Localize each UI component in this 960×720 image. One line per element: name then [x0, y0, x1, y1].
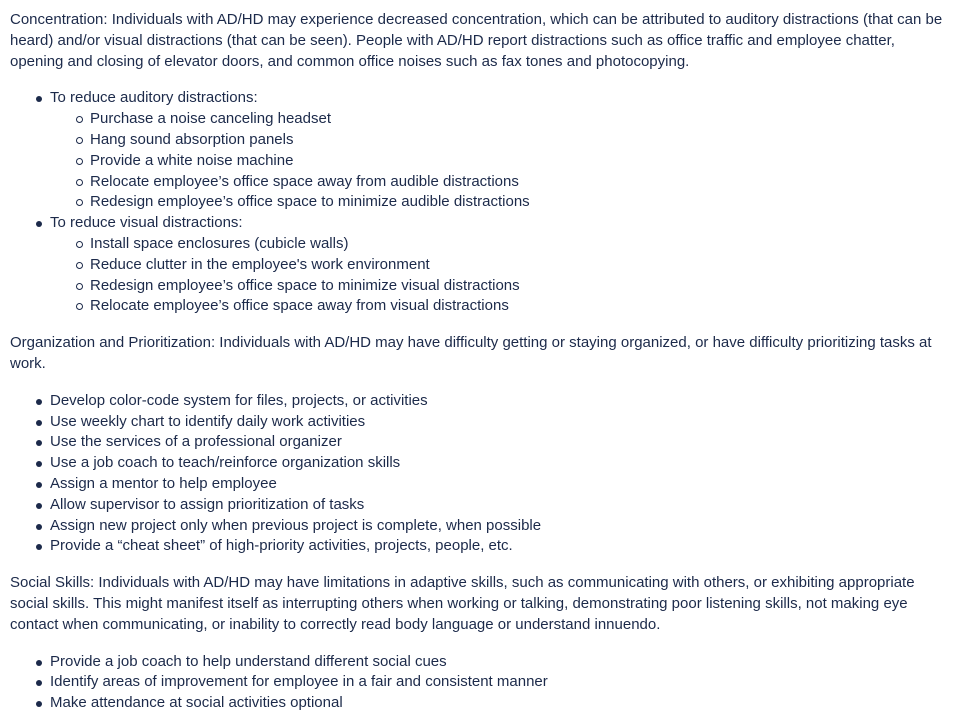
- disc-bullet-icon: [36, 399, 42, 405]
- disc-bullet-icon: [36, 503, 42, 509]
- section-social-skills: [10, 573, 945, 714]
- sublist-item: [50, 130, 945, 151]
- sublist-item: [50, 234, 945, 255]
- disc-bullet-icon: [36, 660, 42, 666]
- sublist-item-text: Relocate employee’s office space away from audible distractions: [90, 172, 519, 190]
- social-skills-list: [10, 652, 945, 714]
- disc-bullet-icon: [36, 680, 42, 686]
- list-item-text: Identify areas of improvement for employee in a fair and consistent manner: [50, 673, 548, 691]
- disc-bullet-icon: [36, 221, 42, 227]
- sublist-item: [50, 276, 945, 297]
- sublist-item-text: Purchase a noise canceling headset: [90, 110, 331, 128]
- circle-bullet-icon: [76, 137, 83, 144]
- circle-bullet-icon: [76, 179, 83, 186]
- disc-bullet-icon: [36, 482, 42, 488]
- list-item: [10, 536, 945, 557]
- sublist-item: [50, 151, 945, 172]
- document-content: [10, 10, 945, 720]
- sublist-item-text: Redesign employee’s office space to minimize audible distractions: [90, 193, 530, 211]
- list-item: [10, 474, 945, 495]
- section-concentration: [10, 10, 945, 317]
- concentration-paragraph: Concentration: Individuals with AD/HD may experience decreased concentration, which can be attributed to auditory distractions (that can be heard) and/or visual distractions (that can be seen). People with AD/HD report distractions such as office traffic and employee chatter, opening and closing of elevator doors, and common office noises such as fax tones and photocopying.: [10, 11, 943, 70]
- circle-bullet-icon: [76, 116, 83, 123]
- list-item: [10, 213, 945, 317]
- sublist-item-text: Provide a white noise machine: [90, 151, 294, 169]
- circle-bullet-icon: [76, 241, 83, 248]
- list-item: [10, 516, 945, 537]
- circle-bullet-icon: [76, 262, 83, 269]
- list-item-text: To reduce visual distractions:: [50, 214, 243, 232]
- sublist-item: [50, 255, 945, 276]
- list-item: [10, 652, 945, 673]
- disc-bullet-icon: [36, 524, 42, 530]
- disc-bullet-icon: [36, 544, 42, 550]
- circle-bullet-icon: [76, 283, 83, 290]
- sublist-item: [50, 172, 945, 193]
- list-item-text: Assign a mentor to help employee: [50, 474, 277, 492]
- section-organization: [10, 333, 945, 557]
- list-item-text: Develop color-code system for files, projects, or activities: [50, 391, 428, 409]
- social-skills-paragraph: Social Skills: Individuals with AD/HD may have limitations in adaptive skills, such as communicating with others, or exhibiting appropriate social skills. This might manifest itself as interrupting others when working or talking, demonstrating poor listening skills, not making eye contact when communicating, or inability to correctly read body language or understand innuendo.: [10, 574, 915, 633]
- list-item-text: Use weekly chart to identify daily work activities: [50, 412, 366, 430]
- circle-bullet-icon: [76, 158, 83, 165]
- organization-paragraph: Organization and Prioritization: Individuals with AD/HD may have difficulty getting or staying organized, or have difficulty prioritizing tasks at work.: [10, 334, 932, 372]
- sublist-item-text: Relocate employee’s office space away from visual distractions: [90, 297, 509, 315]
- disc-bullet-icon: [36, 461, 42, 467]
- disc-bullet-icon: [36, 420, 42, 426]
- sublist-item-text: Install space enclosures (cubicle walls): [90, 234, 349, 252]
- disc-bullet-icon: [36, 701, 42, 707]
- list-item-text: Allow supervisor to assign prioritization of tasks: [50, 495, 365, 513]
- circle-bullet-icon: [76, 199, 83, 206]
- list-item-text: Provide a job coach to help understand different social cues: [50, 652, 447, 670]
- list-item: [10, 672, 945, 693]
- list-item-text: Provide a “cheat sheet” of high-priority activities, projects, people, etc.: [50, 537, 513, 555]
- sublist-item: [50, 296, 945, 317]
- disc-bullet-icon: [36, 96, 42, 102]
- list-item: [10, 495, 945, 516]
- sublist-item: [50, 192, 945, 213]
- organization-list: [10, 391, 945, 557]
- list-item-text: Make attendance at social activities optional: [50, 694, 343, 712]
- sublist-item-text: Hang sound absorption panels: [90, 130, 294, 148]
- visual-sublist: [50, 234, 945, 317]
- concentration-list: [10, 88, 945, 317]
- sublist-item: [50, 109, 945, 130]
- list-item-text: To reduce auditory distractions:: [50, 89, 258, 107]
- list-item: [10, 412, 945, 433]
- sublist-item-text: Redesign employee’s office space to minimize visual distractions: [90, 276, 520, 294]
- disc-bullet-icon: [36, 440, 42, 446]
- list-item: [10, 88, 945, 213]
- list-item-text: Use a job coach to teach/reinforce organization skills: [50, 454, 401, 472]
- list-item: [10, 432, 945, 453]
- auditory-sublist: [50, 109, 945, 213]
- circle-bullet-icon: [76, 303, 83, 310]
- sublist-item-text: Reduce clutter in the employee's work environment: [90, 255, 430, 273]
- list-item-text: Assign new project only when previous project is complete, when possible: [50, 516, 542, 534]
- list-item: [10, 693, 945, 714]
- list-item: [10, 391, 945, 412]
- list-item: [10, 453, 945, 474]
- list-item-text: Use the services of a professional organizer: [50, 433, 342, 451]
